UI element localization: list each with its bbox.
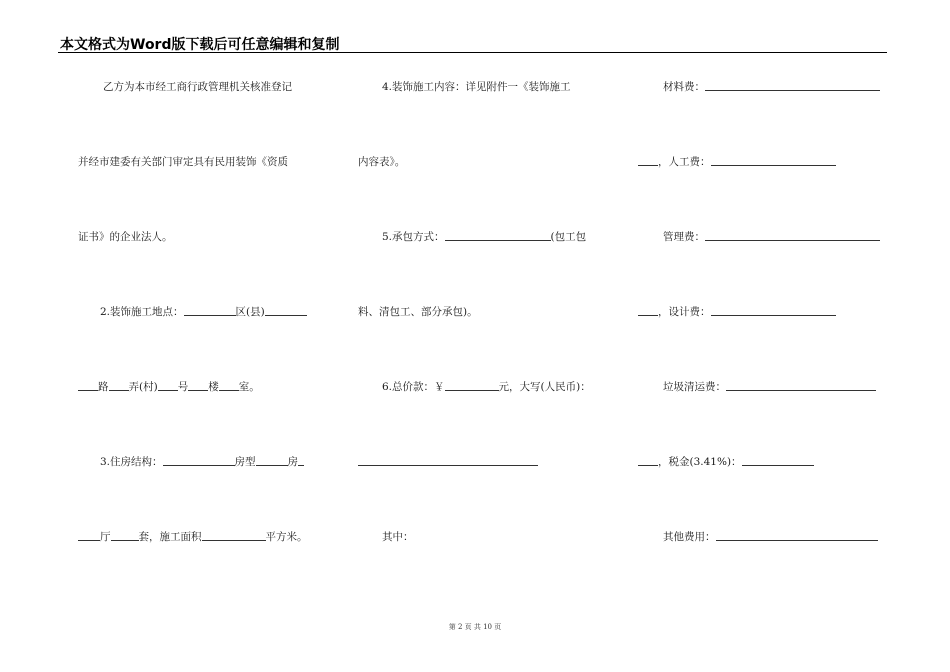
col2-line1: 4.装饰施工内容：详见附件一《装饰施工 (382, 81, 571, 93)
room-blank[interactable] (219, 380, 239, 391)
area-unit: 平方米。 (265, 531, 308, 543)
management-fee-blank[interactable] (705, 230, 880, 241)
design-fee-label: ，设计费： (658, 306, 711, 318)
county-blank[interactable] (265, 305, 307, 316)
management-fee-trail-blank[interactable] (638, 305, 658, 316)
number-label: 号 (177, 381, 189, 393)
col2-line7: 其中： (382, 531, 414, 543)
labor-fee-label: ，人工费： (658, 156, 711, 168)
col1-line3: 证书》的企业法人。 (78, 231, 173, 243)
area-blank[interactable] (202, 530, 266, 541)
contract-mode-blank[interactable] (445, 230, 551, 241)
col1-line2: 并经市建委有关部门审定具有民用装饰《资质 (78, 156, 288, 168)
rooms-label: 房 (287, 456, 299, 468)
col3-line3 (663, 230, 880, 244)
col3-line1 (663, 80, 880, 94)
sets-blank[interactable] (111, 530, 139, 541)
col2-line4: 料、清包工、部分承包)。 (358, 306, 478, 318)
col1-line4 (100, 305, 307, 319)
material-fee-blank[interactable] (705, 80, 880, 91)
col3-line5 (663, 380, 876, 394)
col1-line6 (100, 455, 304, 469)
garbage-fee-trail-blank[interactable] (638, 455, 658, 466)
labor-fee-blank[interactable] (711, 155, 836, 166)
rooms-trail-blank[interactable] (298, 455, 304, 466)
col3-line2 (638, 155, 836, 169)
col2-line2: 内容表》。 (358, 156, 406, 168)
other-fee-blank[interactable] (716, 530, 878, 541)
management-fee-label: 管理费： (663, 231, 705, 243)
col3-line6 (638, 455, 814, 469)
garbage-fee-label: 垃圾清运费： (663, 381, 726, 393)
tax-blank[interactable] (742, 455, 814, 466)
col3-line7 (663, 530, 878, 544)
design-fee-blank[interactable] (711, 305, 836, 316)
contract-mode-label: 5.承包方式： (382, 231, 445, 243)
total-price-words-blank[interactable] (358, 455, 538, 466)
total-price-words-label: 元，大写(人民币)： (498, 381, 591, 393)
col3-line4 (638, 305, 836, 319)
lane-label: 弄(村) (128, 381, 158, 393)
col2-line5 (382, 380, 591, 394)
building-blank[interactable] (188, 380, 208, 391)
total-price-blank[interactable] (445, 380, 499, 391)
tax-label: ，税金(3.41%)： (658, 456, 742, 468)
col2-line3 (382, 230, 586, 244)
building-label: 楼 (208, 381, 219, 393)
road-blank[interactable] (78, 380, 98, 391)
number-blank[interactable] (158, 380, 178, 391)
lane-blank[interactable] (109, 380, 129, 391)
garbage-fee-blank[interactable] (726, 380, 876, 391)
total-price-label: 6.总价款：￥ (382, 381, 445, 393)
halls-label: 厅 (100, 531, 111, 543)
other-fee-label: 其他费用： (663, 531, 716, 543)
material-fee-trail-blank[interactable] (638, 155, 658, 166)
header-divider (58, 52, 887, 53)
district-blank[interactable] (184, 305, 236, 316)
rooms-blank[interactable] (256, 455, 288, 466)
col2-line6 (358, 455, 538, 469)
col1-line5 (78, 380, 260, 394)
col1-line7 (78, 530, 308, 544)
road-label: 路 (98, 381, 109, 393)
layout-label: 房型 (234, 456, 256, 468)
page-number: 第 2 页 共 10 页 (448, 623, 502, 631)
room-label: 室。 (238, 381, 260, 393)
structure-blank[interactable] (163, 455, 235, 466)
col1-line1: 乙方为本市经工商行政管理机关核准登记 (103, 81, 292, 93)
material-fee-label: 材料费： (663, 81, 705, 93)
address-label: 2.装饰施工地点： (100, 306, 184, 318)
structure-label: 3.住房结构： (100, 456, 163, 468)
area-label: 套，施工面积 (138, 531, 202, 543)
contract-mode-options: (包工包 (550, 231, 587, 243)
halls-blank[interactable] (78, 530, 100, 541)
document-header-title: 本文格式为Word版下载后可任意编辑和复制 (60, 37, 340, 53)
district-label: 区(县) (235, 306, 265, 318)
